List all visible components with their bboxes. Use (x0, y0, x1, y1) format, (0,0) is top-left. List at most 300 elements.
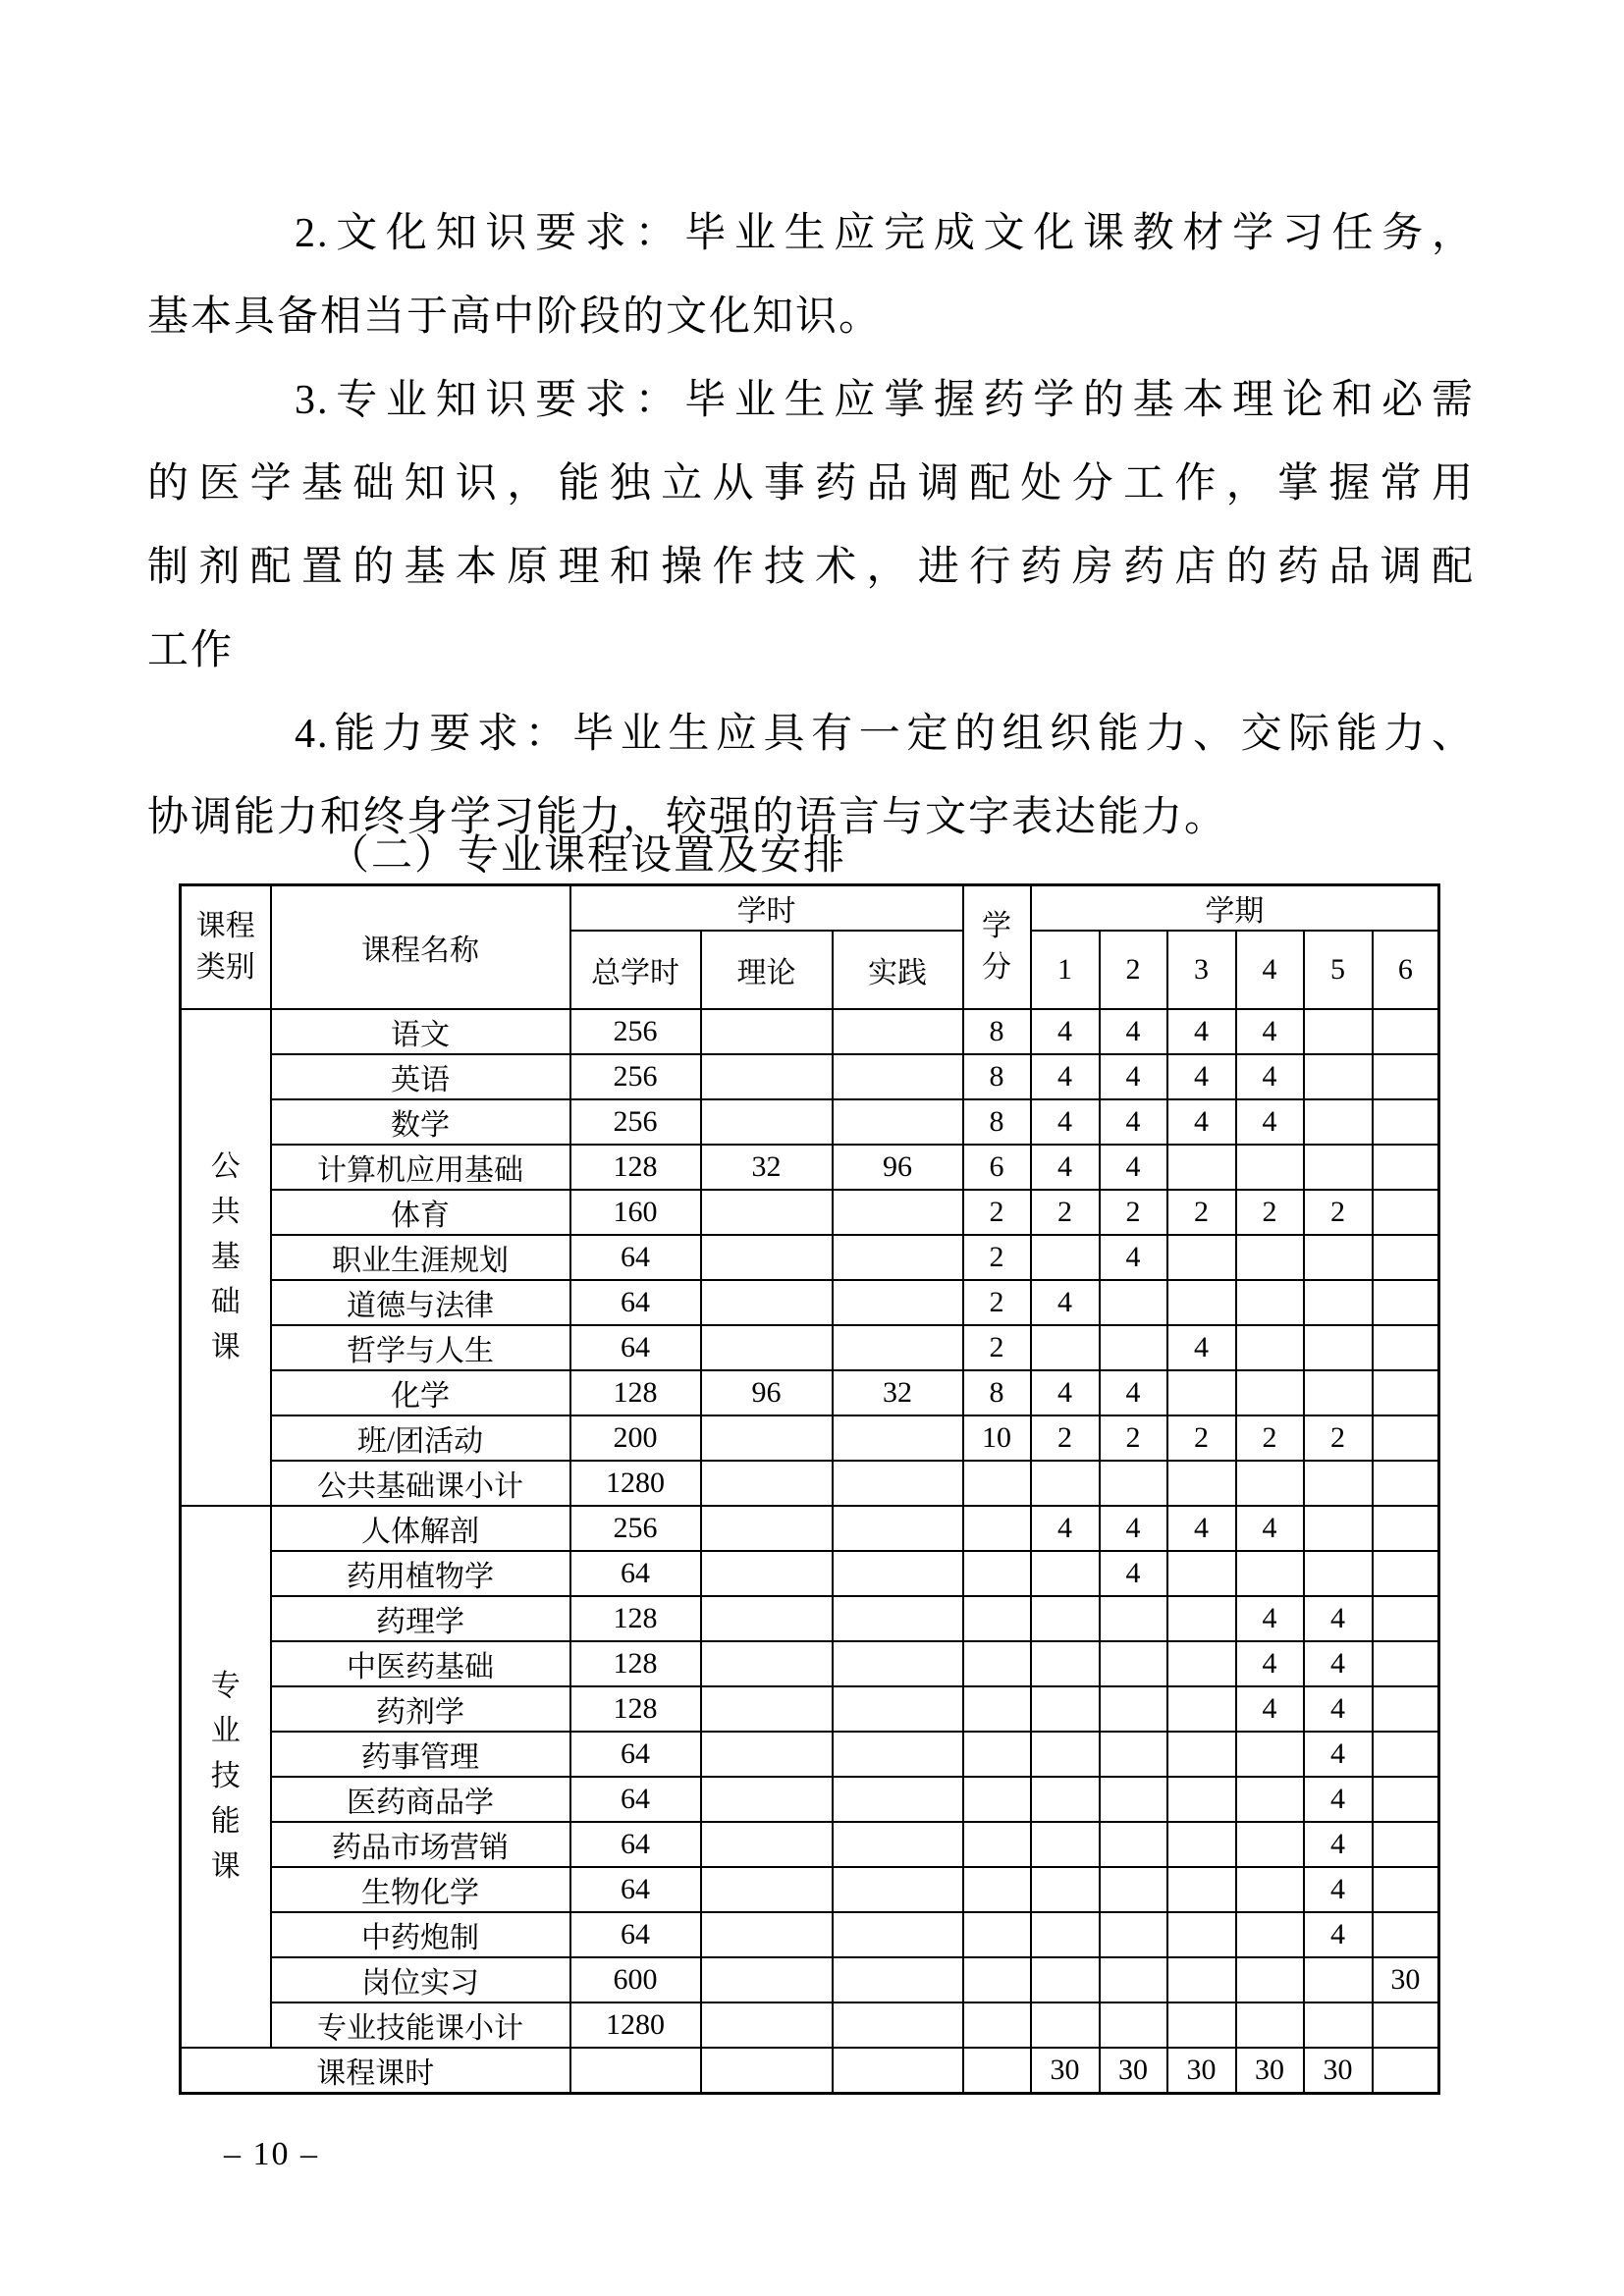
course-name-cell: 数学 (271, 1099, 570, 1145)
semester-2-cell: 30 (1100, 2048, 1167, 2094)
table-row (181, 1822, 1439, 1867)
credits-cell (963, 1641, 1031, 1686)
header-semester-group: 学期 (1031, 885, 1439, 932)
credits-cell: 8 (963, 1099, 1031, 1145)
semester-6-cell (1373, 1461, 1439, 1506)
semester-2-cell (1100, 1641, 1167, 1686)
semester-5-cell: 4 (1304, 1912, 1373, 1957)
table-row (181, 1732, 1439, 1777)
semester-2-cell (1100, 1957, 1167, 2002)
semester-1-cell (1031, 1461, 1100, 1506)
semester-4-cell: 4 (1236, 1009, 1304, 1054)
semester-3-cell (1167, 1370, 1236, 1415)
semester-5-cell (1304, 1325, 1373, 1370)
semester-4-cell (1236, 1461, 1304, 1506)
semester-3-cell (1167, 1145, 1236, 1190)
text-line: 基本具备相当于高中阶段的文化知识。 (147, 294, 883, 340)
practice-hours-cell (833, 1099, 963, 1145)
table-row (181, 1867, 1439, 1912)
semester-3-cell: 4 (1167, 1099, 1236, 1145)
credits-cell (963, 1957, 1031, 2002)
table-row (181, 1506, 1439, 1551)
practice-hours-cell (833, 1235, 963, 1280)
table-row (181, 1009, 1439, 1054)
semester-1-cell: 2 (1031, 1415, 1100, 1461)
practice-hours-cell (833, 1777, 963, 1822)
total-hours-cell: 64 (570, 1551, 701, 1596)
semester-6-cell (1373, 1145, 1439, 1190)
category-char: 础 (210, 1286, 241, 1318)
total-hours-cell: 1280 (570, 2002, 701, 2048)
semester-6-cell (1373, 1641, 1439, 1686)
semester-4-cell (1236, 1145, 1304, 1190)
course-name-cell: 班/团活动 (271, 1415, 570, 1461)
course-name-cell: 中医药基础 (271, 1641, 570, 1686)
semester-5-cell (1304, 1280, 1373, 1325)
theory-hours-cell (701, 1190, 833, 1235)
credits-cell (963, 1732, 1031, 1777)
total-hours-cell: 1280 (570, 1461, 701, 1506)
semester-2-cell: 4 (1100, 1551, 1167, 1596)
semester-3-cell (1167, 1461, 1236, 1506)
header-semester-4: 4 (1236, 931, 1304, 1009)
semester-1-cell (1031, 1596, 1100, 1641)
theory-hours-cell (701, 1957, 833, 2002)
course-name-cell: 药品市场营销 (271, 1822, 570, 1867)
theory-hours-cell (701, 1912, 833, 1957)
practice-hours-cell (833, 1596, 963, 1641)
practice-hours-cell: 96 (833, 1145, 963, 1190)
theory-hours-cell (701, 1777, 833, 1822)
semester-2-cell: 4 (1100, 1009, 1167, 1054)
category-char: 能 (210, 1805, 241, 1838)
total-hours-cell: 160 (570, 1190, 701, 1235)
semester-6-cell (1373, 1912, 1439, 1957)
course-name-cell: 道德与法律 (271, 1280, 570, 1325)
semester-6-cell (1373, 1009, 1439, 1054)
semester-1-cell (1031, 1732, 1100, 1777)
course-name-cell: 公共基础课小计 (271, 1461, 570, 1506)
table-row (181, 1461, 1439, 1506)
semester-5-cell: 4 (1304, 1732, 1373, 1777)
semester-3-cell (1167, 1280, 1236, 1325)
course-name-cell: 人体解剖 (271, 1506, 570, 1551)
semester-1-cell (1031, 1235, 1100, 1280)
theory-hours-cell: 32 (701, 1145, 833, 1190)
semester-3-cell (1167, 1957, 1236, 2002)
credits-cell: 6 (963, 1145, 1031, 1190)
body-text (147, 192, 1475, 860)
text-line: 工作 (147, 628, 235, 673)
course-name-cell: 岗位实习 (271, 1957, 570, 2002)
header-hours-col-2: 实践 (833, 931, 963, 1009)
total-hours-cell: 256 (570, 1054, 701, 1099)
semester-5-cell (1304, 1054, 1373, 1099)
semester-5-cell: 4 (1304, 1641, 1373, 1686)
credits-cell (963, 1867, 1031, 1912)
semester-5-cell (1304, 1145, 1373, 1190)
category-char: 专 (210, 1670, 241, 1702)
credits-cell (963, 1461, 1031, 1506)
table-row (181, 1551, 1439, 1596)
semester-3-cell (1167, 2002, 1236, 2048)
semester-3-cell: 2 (1167, 1415, 1236, 1461)
semester-1-cell: 4 (1031, 1506, 1100, 1551)
semester-1-cell (1031, 1551, 1100, 1596)
theory-hours-cell (701, 1506, 833, 1551)
total-hours-cell: 64 (570, 1280, 701, 1325)
semester-3-cell: 4 (1167, 1054, 1236, 1099)
semester-4-cell (1236, 1370, 1304, 1415)
semester-5-cell (1304, 1235, 1373, 1280)
theory-hours-cell (701, 1054, 833, 1099)
theory-hours-cell (701, 2048, 833, 2094)
semester-1-cell: 4 (1031, 1009, 1100, 1054)
semester-6-cell: 30 (1373, 1957, 1439, 2002)
table-row (181, 1686, 1439, 1732)
semester-4-cell (1236, 1235, 1304, 1280)
total-hours-cell: 128 (570, 1145, 701, 1190)
semester-1-cell (1031, 1822, 1100, 1867)
practice-hours-cell (833, 1641, 963, 1686)
semester-2-cell (1100, 1867, 1167, 1912)
credits-cell (963, 1551, 1031, 1596)
semester-4-cell: 2 (1236, 1415, 1304, 1461)
credits-cell: 2 (963, 1235, 1031, 1280)
semester-6-cell (1373, 1822, 1439, 1867)
semester-2-cell (1100, 1777, 1167, 1822)
semester-4-cell (1236, 1551, 1304, 1596)
theory-hours-cell: 96 (701, 1370, 833, 1415)
semester-1-cell: 30 (1031, 2048, 1100, 2094)
semester-3-cell (1167, 1551, 1236, 1596)
text-line: 协调能力和终身学习能力，较强的语言与文字表达能力。 (147, 795, 1228, 840)
semester-3-cell (1167, 1641, 1236, 1686)
semester-5-cell: 2 (1304, 1415, 1373, 1461)
header-hours-col-1: 理论 (701, 931, 833, 1009)
total-hours-cell: 600 (570, 1957, 701, 2002)
header-category-label: 课程类别 (195, 910, 255, 984)
semester-1-cell (1031, 1325, 1100, 1370)
semester-2-cell: 4 (1100, 1145, 1167, 1190)
header-semester-3: 3 (1167, 931, 1236, 1009)
semester-4-cell (1236, 1777, 1304, 1822)
semester-6-cell (1373, 2002, 1439, 2048)
practice-hours-cell (833, 1280, 963, 1325)
text-line: 制剂配置的基本原理和操作技术，进行药房药店的药品调配 (147, 545, 1475, 590)
semester-6-cell (1373, 1280, 1439, 1325)
semester-3-cell (1167, 1732, 1236, 1777)
table-row (181, 1054, 1439, 1099)
semester-6-cell (1373, 1054, 1439, 1099)
credits-cell (963, 1912, 1031, 1957)
practice-hours-cell: 32 (833, 1370, 963, 1415)
semester-1-cell (1031, 1912, 1100, 1957)
semester-5-cell (1304, 1506, 1373, 1551)
table-row (181, 1280, 1439, 1325)
semester-2-cell: 2 (1100, 1415, 1167, 1461)
practice-hours-cell (833, 1912, 963, 1957)
category-char: 基 (210, 1241, 241, 1273)
semester-1-cell: 4 (1031, 1370, 1100, 1415)
total-hours-cell: 200 (570, 1415, 701, 1461)
course-schedule-table (179, 883, 1440, 2095)
semester-1-cell: 4 (1031, 1054, 1100, 1099)
semester-4-cell (1236, 1957, 1304, 2002)
semester-1-cell: 4 (1031, 1099, 1100, 1145)
credits-cell: 8 (963, 1009, 1031, 1054)
semester-6-cell (1373, 1596, 1439, 1641)
semester-5-cell: 4 (1304, 1822, 1373, 1867)
semester-4-cell (1236, 1867, 1304, 1912)
course-name-cell: 哲学与人生 (271, 1325, 570, 1370)
semester-6-cell (1373, 1325, 1439, 1370)
course-name-cell: 体育 (271, 1190, 570, 1235)
credits-cell: 8 (963, 1054, 1031, 1099)
semester-4-cell (1236, 2002, 1304, 2048)
course-name-cell: 药剂学 (271, 1686, 570, 1732)
semester-2-cell (1100, 1912, 1167, 1957)
semester-4-cell: 4 (1236, 1686, 1304, 1732)
semester-4-cell (1236, 1912, 1304, 1957)
theory-hours-cell (701, 1325, 833, 1370)
credits-cell (963, 1506, 1031, 1551)
theory-hours-cell (701, 1009, 833, 1054)
semester-6-cell (1373, 2048, 1439, 2094)
course-name-cell: 职业生涯规划 (271, 1235, 570, 1280)
theory-hours-cell (701, 1551, 833, 1596)
total-hours-cell: 256 (570, 1099, 701, 1145)
theory-hours-cell (701, 1732, 833, 1777)
semester-6-cell (1373, 1777, 1439, 1822)
semester-1-cell: 2 (1031, 1190, 1100, 1235)
semester-1-cell (1031, 1867, 1100, 1912)
course-name-cell: 语文 (271, 1009, 570, 1054)
course-name-cell: 化学 (271, 1370, 570, 1415)
credits-cell (963, 1596, 1031, 1641)
semester-3-cell (1167, 1912, 1236, 1957)
theory-hours-cell (701, 2002, 833, 2048)
semester-3-cell: 30 (1167, 2048, 1236, 2094)
semester-5-cell: 2 (1304, 1190, 1373, 1235)
semester-6-cell (1373, 1370, 1439, 1415)
semester-2-cell (1100, 1325, 1167, 1370)
credits-cell (963, 2002, 1031, 2048)
table-row (181, 1641, 1439, 1686)
table-row (181, 1415, 1439, 1461)
total-hours-cell: 128 (570, 1370, 701, 1415)
practice-hours-cell (833, 1415, 963, 1461)
practice-hours-cell (833, 1054, 963, 1099)
section-heading: （二）专业课程设置及安排 (328, 833, 847, 879)
semester-1-cell (1031, 1777, 1100, 1822)
semester-2-cell: 4 (1100, 1235, 1167, 1280)
category-char: 共 (210, 1196, 241, 1228)
credits-cell: 2 (963, 1325, 1031, 1370)
semester-4-cell (1236, 1280, 1304, 1325)
credits-cell: 2 (963, 1190, 1031, 1235)
practice-hours-cell (833, 1551, 963, 1596)
course-name-cell: 英语 (271, 1054, 570, 1099)
semester-2-cell: 4 (1100, 1370, 1167, 1415)
header-hours-col-0: 总学时 (570, 931, 701, 1009)
total-hours-cell: 64 (570, 1732, 701, 1777)
category-char: 技 (210, 1760, 241, 1792)
credits-cell: 10 (963, 1415, 1031, 1461)
semester-3-cell: 4 (1167, 1009, 1236, 1054)
theory-hours-cell (701, 1235, 833, 1280)
theory-hours-cell (701, 1099, 833, 1145)
semester-2-cell: 4 (1100, 1099, 1167, 1145)
table-row (181, 1190, 1439, 1235)
semester-3-cell (1167, 1596, 1236, 1641)
course-name-cell: 药理学 (271, 1596, 570, 1641)
semester-2-cell (1100, 1732, 1167, 1777)
header-credits (963, 885, 1031, 1010)
summary-row (181, 2048, 1439, 2094)
text-line: 2.文化知识要求：毕业生应完成文化课教材学习任务， (295, 211, 1475, 256)
practice-hours-cell (833, 1009, 963, 1054)
semester-2-cell: 4 (1100, 1506, 1167, 1551)
header-semester-2: 2 (1100, 931, 1167, 1009)
semester-6-cell (1373, 1686, 1439, 1732)
practice-hours-cell (833, 1506, 963, 1551)
semester-1-cell (1031, 2002, 1100, 2048)
total-hours-cell: 64 (570, 1777, 701, 1822)
total-hours-cell: 256 (570, 1506, 701, 1551)
course-name-cell: 中药炮制 (271, 1912, 570, 1957)
semester-4-cell: 4 (1236, 1506, 1304, 1551)
practice-hours-cell (833, 2002, 963, 2048)
total-hours-cell (570, 2048, 701, 2094)
semester-2-cell (1100, 1822, 1167, 1867)
theory-hours-cell (701, 1641, 833, 1686)
semester-3-cell: 4 (1167, 1506, 1236, 1551)
header-semester-6: 6 (1373, 931, 1439, 1009)
header-course-name: 课程名称 (271, 885, 570, 1010)
theory-hours-cell (701, 1822, 833, 1867)
semester-4-cell: 4 (1236, 1596, 1304, 1641)
practice-hours-cell (833, 1867, 963, 1912)
practice-hours-cell (833, 1461, 963, 1506)
credits-cell (963, 1822, 1031, 1867)
practice-hours-cell (833, 1190, 963, 1235)
header-semester-1: 1 (1031, 931, 1100, 1009)
semester-1-cell (1031, 1641, 1100, 1686)
semester-1-cell (1031, 1957, 1100, 2002)
total-hours-cell: 256 (570, 1009, 701, 1054)
table-row (181, 1777, 1439, 1822)
table-row (181, 1596, 1439, 1641)
category-char: 课 (210, 1850, 241, 1883)
table-row (181, 1912, 1439, 1957)
credits-cell: 8 (963, 1370, 1031, 1415)
semester-4-cell (1236, 1325, 1304, 1370)
category-char: 业 (210, 1715, 241, 1747)
semester-3-cell: 4 (1167, 1325, 1236, 1370)
total-hours-cell: 64 (570, 1235, 701, 1280)
credits-cell (963, 2048, 1031, 2094)
semester-5-cell (1304, 1009, 1373, 1054)
semester-5-cell (1304, 1099, 1373, 1145)
semester-2-cell (1100, 2002, 1167, 2048)
category-cell (181, 1009, 271, 1506)
total-hours-cell: 128 (570, 1686, 701, 1732)
semester-5-cell: 4 (1304, 1686, 1373, 1732)
header-category (181, 885, 271, 1010)
total-hours-cell: 128 (570, 1596, 701, 1641)
category-char: 课 (210, 1331, 241, 1363)
text-line: 3.专业知识要求：毕业生应掌握药学的基本理论和必需 (295, 378, 1475, 423)
table-row (181, 2002, 1439, 2048)
semester-4-cell: 4 (1236, 1099, 1304, 1145)
theory-hours-cell (701, 1686, 833, 1732)
semester-2-cell: 4 (1100, 1054, 1167, 1099)
category-cell (181, 1506, 271, 2048)
semester-2-cell (1100, 1596, 1167, 1641)
semester-6-cell (1373, 1415, 1439, 1461)
semester-5-cell (1304, 1461, 1373, 1506)
semester-6-cell (1373, 1099, 1439, 1145)
practice-hours-cell (833, 1732, 963, 1777)
semester-6-cell (1373, 1190, 1439, 1235)
semester-2-cell: 2 (1100, 1190, 1167, 1235)
semester-6-cell (1373, 1551, 1439, 1596)
semester-3-cell (1167, 1822, 1236, 1867)
semester-5-cell: 4 (1304, 1596, 1373, 1641)
total-hours-cell: 64 (570, 1822, 701, 1867)
total-hours-cell: 64 (570, 1867, 701, 1912)
semester-4-cell (1236, 1732, 1304, 1777)
table-row (181, 1325, 1439, 1370)
course-name-cell: 计算机应用基础 (271, 1145, 570, 1190)
semester-3-cell (1167, 1235, 1236, 1280)
semester-2-cell (1100, 1280, 1167, 1325)
semester-5-cell (1304, 1957, 1373, 2002)
table-row (181, 1957, 1439, 2002)
table-row (181, 1099, 1439, 1145)
semester-6-cell (1373, 1235, 1439, 1280)
practice-hours-cell (833, 1686, 963, 1732)
semester-6-cell (1373, 1732, 1439, 1777)
summary-label-cell: 课程课时 (181, 2048, 570, 2094)
semester-1-cell: 4 (1031, 1145, 1100, 1190)
text-line: 的医学基础知识，能独立从事药品调配处分工作，掌握常用 (147, 461, 1475, 507)
header-semester-5: 5 (1304, 931, 1373, 1009)
semester-4-cell: 4 (1236, 1641, 1304, 1686)
course-name-cell: 专业技能课小计 (271, 2002, 570, 2048)
practice-hours-cell (833, 1822, 963, 1867)
category-char: 公 (210, 1150, 241, 1183)
semester-6-cell (1373, 1867, 1439, 1912)
semester-4-cell: 4 (1236, 1054, 1304, 1099)
total-hours-cell: 128 (570, 1641, 701, 1686)
semester-5-cell: 4 (1304, 1777, 1373, 1822)
table-row (181, 1235, 1439, 1280)
semester-4-cell (1236, 1822, 1304, 1867)
course-name-cell: 生物化学 (271, 1867, 570, 1912)
header-credits-label: 学分 (982, 910, 1012, 984)
theory-hours-cell (701, 1867, 833, 1912)
semester-3-cell (1167, 1686, 1236, 1732)
theory-hours-cell (701, 1596, 833, 1641)
theory-hours-cell (701, 1415, 833, 1461)
semester-6-cell (1373, 1506, 1439, 1551)
semester-5-cell (1304, 1370, 1373, 1415)
semester-3-cell (1167, 1867, 1236, 1912)
semester-5-cell: 4 (1304, 1867, 1373, 1912)
page-number: – 10 – (224, 2136, 319, 2172)
